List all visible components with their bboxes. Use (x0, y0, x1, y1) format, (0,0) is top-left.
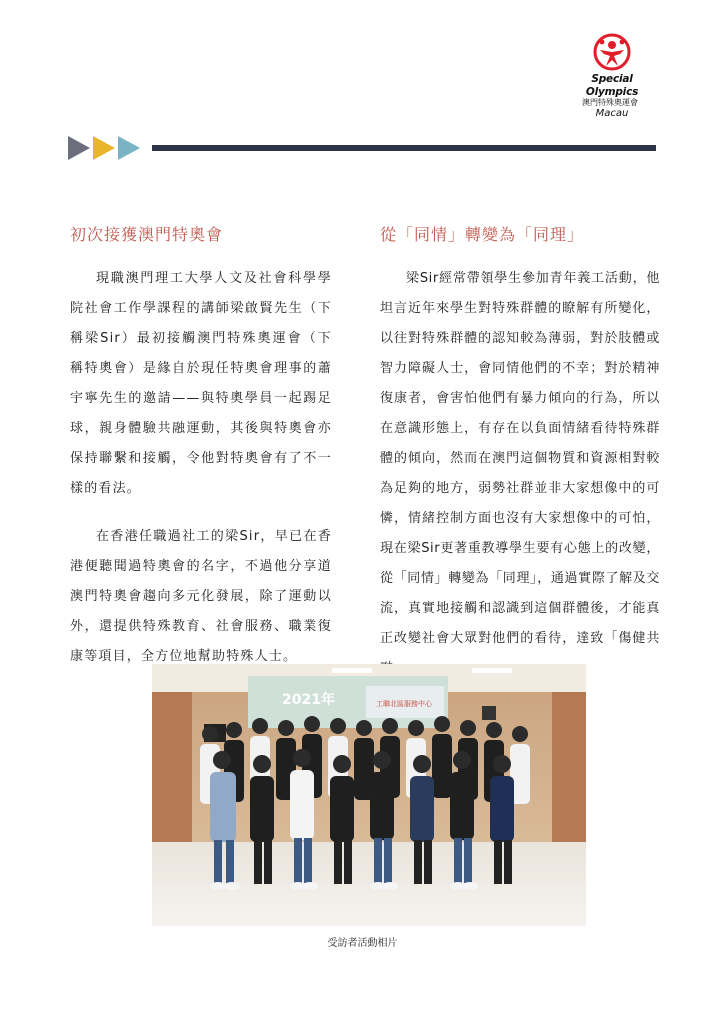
arrow-blue-icon (118, 136, 140, 160)
logo-text-macau: Macau (595, 108, 629, 119)
section-heading-first-contact: 初次接獲澳門特奧會 (70, 225, 224, 244)
right-column (380, 224, 660, 702)
section-heading-sympathy-to-empathy: 從「同情」轉變為「同理」 (380, 225, 585, 244)
right-paragraph-1: 梁Sir經常帶領學生參加青年義工活動，他坦言近年來學生對特殊群體的瞭解有所變化，以往對特殊群體的認知較為薄弱，對於肢體或智力障礙人士，會同情他們的不幸；對於精神復康者，會害怕他們有暴力傾向的行為，所以在意識形態上，有存在以負面情緒看待特殊群體的傾向，然而在澳門這個物質和資源相對較為足夠的地方，弱勢社群並非大家想像中的可憐，情緒控制方面也沒有大家想像中的可怕，現在梁Sir更著重教導學生要有心態上的改變，從「同情」轉變為「同理」，通過實際了解及交流，真實地接觸和認識到這個群體後，才能真正改變社會大眾對他們的看待，達致「傷健共 (380, 271, 660, 646)
special-olympics-logo (581, 32, 643, 119)
decorative-arrows (68, 136, 140, 160)
photo-caption: 受訪者活動相片 (327, 938, 398, 949)
banner-text: 2021年 (282, 692, 335, 708)
logo-text-chinese: 澳門特殊奧運會 (582, 98, 638, 107)
special-olympics-emblem-icon (590, 32, 634, 72)
group-activity-photo (152, 664, 586, 926)
center-sign-text: 工聯北區服務中心 (376, 700, 432, 708)
left-column (70, 224, 332, 690)
left-paragraph-2: 在香港任職過社工的梁Sir，早已在香港便聽聞過特奧會的名字，不過他分享道澳門特奧會趨向多元化發展，除了運動以外，還提供特殊教育、社會服務、職業復康等項目，全方位地幫助特殊人士。 (70, 529, 332, 664)
logo-text-special: Special (591, 73, 633, 85)
group-photo-illustration (152, 664, 586, 926)
arrow-yellow-icon (93, 136, 115, 160)
arrow-gray-icon (68, 136, 90, 160)
logo-text-olympics: Olympics (585, 86, 639, 98)
left-paragraph-1: 現職澳門理工大學人文及社會科學學院社會工作學課程的講師梁啟賢先生（下稱梁Sir）最初接觸澳門特殊奧運會（下稱特奧會）是緣自於現任特奧會理事的蕭宇寧先生的邀請——與特奧學員一起踢足球，親身體驗共融運動，其後與特奧會亦保持聯繫和接觸，令他對特奧會有了不一樣的看法。 (70, 271, 332, 496)
header-rule (152, 145, 656, 151)
